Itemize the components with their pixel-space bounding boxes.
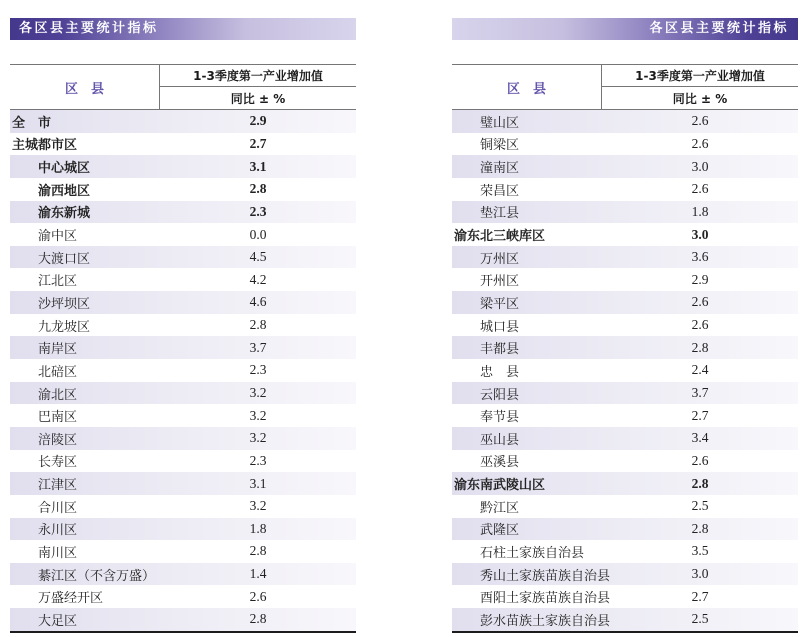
indicator-value: 3.6 [691,249,709,265]
indicator-value: 2.8 [691,475,709,491]
table-row [452,291,798,314]
indicator-value: 2.8 [249,181,267,197]
district-name: 南川区 [38,545,78,561]
table-row [452,585,798,608]
right-panel [452,18,798,633]
section-title-bar [10,18,356,40]
district-name: 彭水苗族土家族自治县 [480,613,611,629]
table-row [452,518,798,541]
district-name: 武隆区 [480,523,520,539]
indicator-value: 3.0 [691,226,709,242]
district-name: 梁平区 [480,296,520,312]
district-name: 长寿区 [38,455,78,471]
left-panel [10,18,356,633]
indicator-value: 3.2 [249,498,267,514]
column-header-yoy: 同比 ± % [230,91,286,106]
stats-table-right [452,64,798,633]
indicator-value: 2.7 [691,588,709,604]
table-body [452,110,798,633]
indicator-value: 2.8 [249,611,267,627]
district-name: 合川区 [38,500,78,516]
table-row [10,585,356,608]
column-header-indicator-group [602,65,798,109]
table-row [10,472,356,495]
table-row [452,314,798,337]
indicator-value: 3.7 [691,385,709,400]
district-name: 潼南区 [480,161,520,177]
district-name: 九龙坡区 [38,319,91,335]
district-name: 开州区 [480,274,520,290]
district-name: 南岸区 [38,342,78,358]
district-name: 渝中区 [38,229,78,245]
indicator-value: 2.7 [691,407,709,423]
table-row [10,450,356,473]
table-row [452,472,798,495]
indicator-value: 2.9 [249,113,267,129]
indicator-value: 1.8 [249,520,267,536]
district-name: 江津区 [38,478,78,494]
indicator-value: 3.2 [249,407,267,423]
table-row [452,563,798,586]
column-header-yoy: 同比 ± % [672,91,728,106]
indicator-value: 2.7 [249,135,267,151]
table-row [452,404,798,427]
stats-table-left [10,64,356,633]
indicator-value: 3.1 [249,158,267,174]
district-name: 璧山区 [480,115,520,131]
district-name: 荣昌区 [480,183,520,199]
table-body [10,110,356,633]
district-name: 全 市 [12,115,52,131]
indicator-value: 2.3 [249,452,267,468]
indicator-value: 3.4 [691,430,709,446]
district-name: 綦江区（不含万盛） [38,568,156,584]
district-name: 奉节县 [480,410,520,426]
indicator-value: 3.1 [249,475,267,491]
table-row [10,336,356,359]
table-row [10,291,356,314]
district-name: 城口县 [480,319,520,335]
district-name: 巫山县 [480,432,520,448]
district-name: 酉阳土家族苗族自治县 [480,591,611,607]
table-row [10,314,356,337]
section-title: 各区县主要统计指标 [19,21,159,36]
table-row [10,110,356,133]
indicator-value: 2.3 [249,362,267,378]
indicator-value: 2.6 [691,181,709,197]
indicator-value: 2.8 [249,543,267,559]
indicator-value: 2.6 [691,317,709,333]
table-row [452,359,798,382]
district-name: 渝北区 [38,387,78,403]
table-row [452,155,798,178]
indicator-value: 2.8 [691,520,709,536]
district-name: 渝东北三峡库区 [454,229,546,245]
district-name: 渝东南武陵山区 [454,478,546,494]
district-name: 涪陵区 [38,432,78,448]
indicator-value: 3.0 [691,566,709,582]
indicator-value: 2.9 [691,271,709,287]
district-name: 北碚区 [38,364,78,380]
section-title: 各区县主要统计指标 [649,21,789,36]
district-name: 渝东新城 [38,206,91,222]
column-header-indicator: 1-3季度第一产业增加值 [602,65,798,87]
indicator-value: 0.0 [249,226,267,242]
table-row [10,223,356,246]
table-row [452,450,798,473]
table-row [10,268,356,291]
district-name: 沙坪坝区 [38,296,91,312]
indicator-value: 2.5 [691,498,709,514]
district-name: 忠 县 [480,364,520,380]
indicator-value: 2.6 [691,113,709,129]
district-name: 大渡口区 [38,251,91,267]
table-row [452,495,798,518]
table-row [10,427,356,450]
table-row [452,110,798,133]
district-name: 中心城区 [38,161,91,177]
table-row [10,540,356,563]
table-row [10,495,356,518]
table-row [10,155,356,178]
table-row [452,382,798,405]
table-row [452,427,798,450]
table-row [10,382,356,405]
table-row [452,336,798,359]
indicator-value: 4.5 [249,249,267,265]
district-name: 石柱土家族自治县 [480,545,585,561]
table-header [452,65,798,110]
district-name: 秀山土家族苗族自治县 [480,568,611,584]
indicator-value: 2.3 [249,203,267,219]
district-name: 万州区 [480,251,520,267]
indicator-value: 2.6 [691,135,709,151]
indicator-value: 2.8 [249,317,267,333]
table-row [452,223,798,246]
indicator-value: 2.5 [691,611,709,627]
table-header [10,65,356,110]
indicator-value: 2.6 [691,452,709,468]
column-header-indicator-group [160,65,356,109]
indicator-value: 3.5 [691,543,709,559]
table-row [10,178,356,201]
column-header-district: 区 县 [10,65,160,109]
indicator-value: 3.2 [249,430,267,446]
district-name: 江北区 [38,274,78,290]
indicator-value: 1.4 [249,566,267,582]
district-name: 云阳县 [480,387,520,403]
table-row [452,268,798,291]
district-name: 巴南区 [38,410,78,426]
table-row [452,178,798,201]
table-row [10,608,356,631]
district-name: 黔江区 [480,500,520,516]
table-row [10,404,356,427]
indicator-value: 2.6 [249,588,267,604]
district-name: 铜梁区 [480,138,520,154]
section-title-bar [452,18,798,40]
table-row [452,133,798,156]
district-name: 主城都市区 [12,138,78,154]
table-row [10,563,356,586]
indicator-value: 4.6 [249,294,267,310]
table-row [10,246,356,269]
district-name: 万盛经开区 [38,591,104,607]
table-row [452,540,798,563]
table-row [10,201,356,224]
table-row [452,246,798,269]
district-name: 大足区 [38,613,78,629]
indicator-value: 3.7 [249,339,267,355]
district-name: 垫江县 [480,206,520,222]
table-row [452,201,798,224]
column-header-indicator: 1-3季度第一产业增加值 [160,65,356,87]
indicator-value: 4.2 [249,271,267,287]
indicator-value: 1.8 [691,203,709,219]
table-row [10,133,356,156]
indicator-value: 2.4 [691,362,709,378]
indicator-value: 2.8 [691,339,709,355]
column-header-district: 区 县 [452,65,602,109]
district-name: 永川区 [38,523,78,539]
indicator-value: 2.6 [691,294,709,310]
district-name: 丰都县 [480,342,520,358]
indicator-value: 3.0 [691,158,709,174]
indicator-value: 3.2 [249,385,267,400]
table-row [10,359,356,382]
district-name: 渝西地区 [38,183,91,199]
table-row [452,608,798,631]
district-name: 巫溪县 [480,455,520,471]
table-row [10,518,356,541]
